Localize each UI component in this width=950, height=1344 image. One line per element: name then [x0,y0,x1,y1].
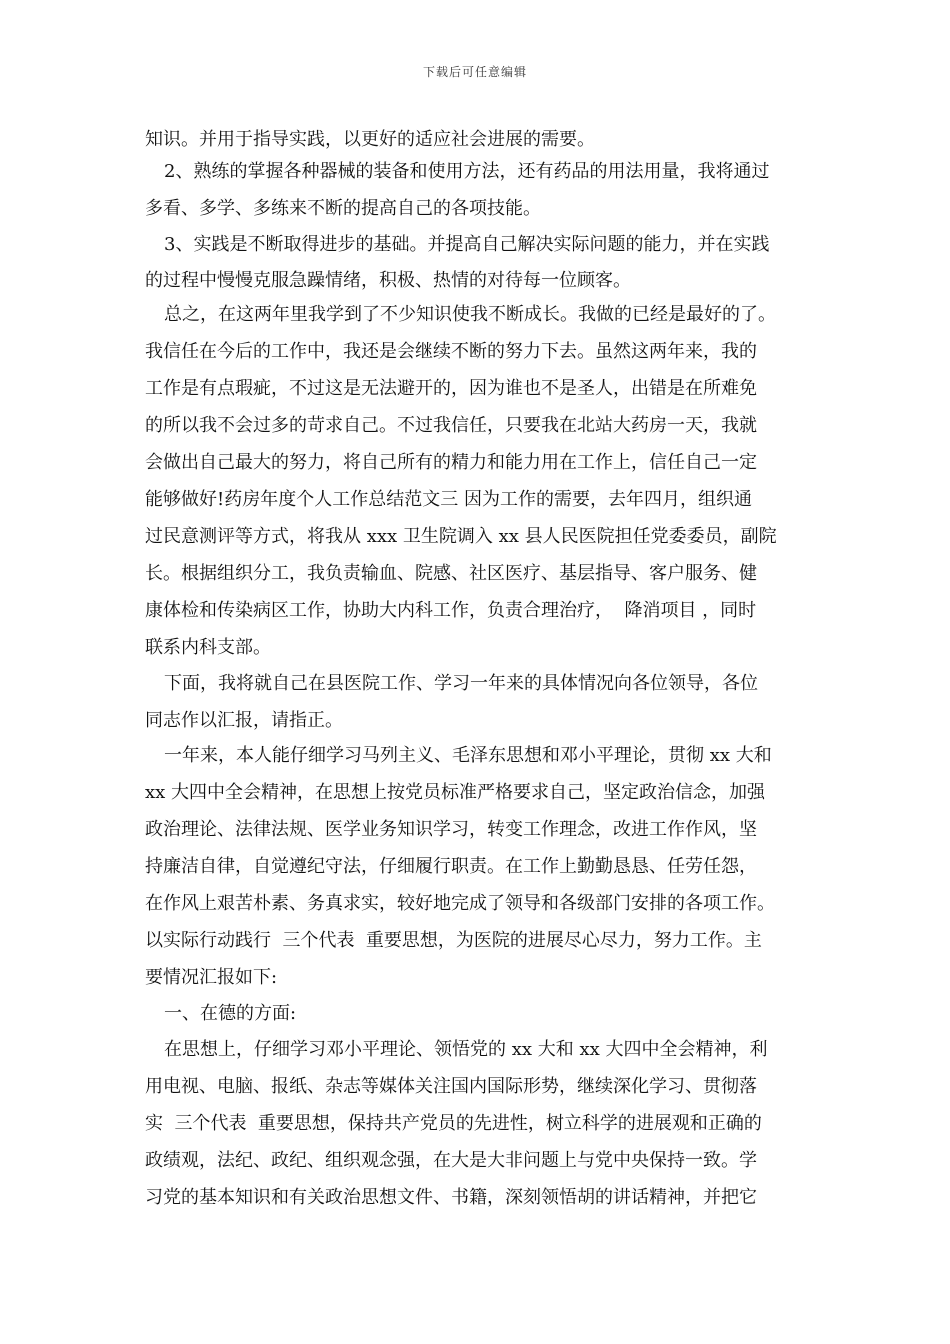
text-line: 联系内科支部。 [145,637,271,658]
text-line: 在作风上艰苦朴素、务真求实，较好地完成了领导和各级部门安排的各项工作。 [145,893,775,914]
text-line: 持廉洁自律，自觉遵纪守法，仔细履行职责。在工作上勤勤恳恳、任劳任怨， [145,856,757,877]
text-line: 2、熟练的掌握各种器械的装备和使用方法，还有药品的用法用量，我将通过 [164,161,770,182]
page-header-note: 下载后可任意编辑 [422,65,527,79]
text-line: 一、在德的方面: [164,1003,297,1024]
text-line: 长。根据组织分工，我负责输血、院感、社区医疗、基层指导、客户服务、健 [145,563,757,584]
text-line: 用电视、电脑、报纸、杂志等媒体关注国内国际形势，继续深化学习、贯彻落 [145,1076,757,1097]
text-line: 政治理论、法律法规、医学业务知识学习，转变工作理念，改进工作作风，坚 [145,819,757,840]
text-line: 政绩观，法纪、政纪、组织观念强，在大是大非问题上与党中央保持一致。学 [145,1150,757,1171]
text-line: 要情况汇报如下: [145,967,278,988]
text-line: 同志作以汇报，请指正。 [145,710,343,731]
text-line: 在思想上，仔细学习邓小平理论、领悟党的 xx 大和 xx 大四中全会精神，利 [164,1039,768,1060]
text-line: 过民意测评等方式，将我从 xxx 卫生院调入 xx 县人民医院担任党委委员，副院 [145,526,777,547]
text-line: 知识。并用于指导实践，以更好的适应社会进展的需要。 [145,129,595,150]
text-line: 的过程中慢慢克服急躁情绪，积极、热情的对待每一位顾客。 [145,270,631,291]
text-line: 的所以我不会过多的苛求自己。不过我信任，只要我在北站大药房一天，我就 [145,415,757,436]
text-line: 总之，在这两年里我学到了不少知识使我不断成长。我做的已经是最好的了。 [164,304,776,325]
text-line: 能够做好!药房年度个人工作总结范文三 因为工作的需要，去年四月，组织通 [145,489,752,510]
text-line: 我信任在今后的工作中，我还是会继续不断的努力下去。虽然这两年来，我的 [145,341,757,362]
text-line: 3、实践是不断取得进步的基础。并提高自己解决实际问题的能力，并在实践 [164,234,770,255]
text-line: 康体检和传染病区工作，协助大内科工作，负责合理治疗， 降消项目 ，同时 [145,600,757,621]
text-line: 实 三个代表 重要思想，保持共产党员的先进性，树立科学的进展观和正确的 [145,1113,762,1134]
text-line: 会做出自己最大的努力，将自己所有的精力和能力用在工作上，信任自己一定 [145,452,757,473]
text-line: xx 大四中全会精神，在思想上按党员标准严格要求自己，坚定政治信念，加强 [145,782,766,803]
text-line: 下面，我将就自己在县医院工作、学习一年来的具体情况向各位领导，各位 [164,673,758,694]
text-line: 一年来，本人能仔细学习马列主义、毛泽东思想和邓小平理论，贯彻 xx 大和 [164,745,772,766]
text-line: 多看、多学、多练来不断的提高自己的各项技能。 [145,198,541,219]
text-line: 以实际行动践行 三个代表 重要思想，为医院的进展尽心尽力，努力工作。主 [145,930,762,951]
text-line: 习党的基本知识和有关政治思想文件、书籍，深刻领悟胡的讲话精神，并把它 [145,1187,757,1208]
text-line: 工作是有点瑕疵，不过这是无法避开的，因为谁也不是圣人，出错是在所难免 [145,378,757,399]
